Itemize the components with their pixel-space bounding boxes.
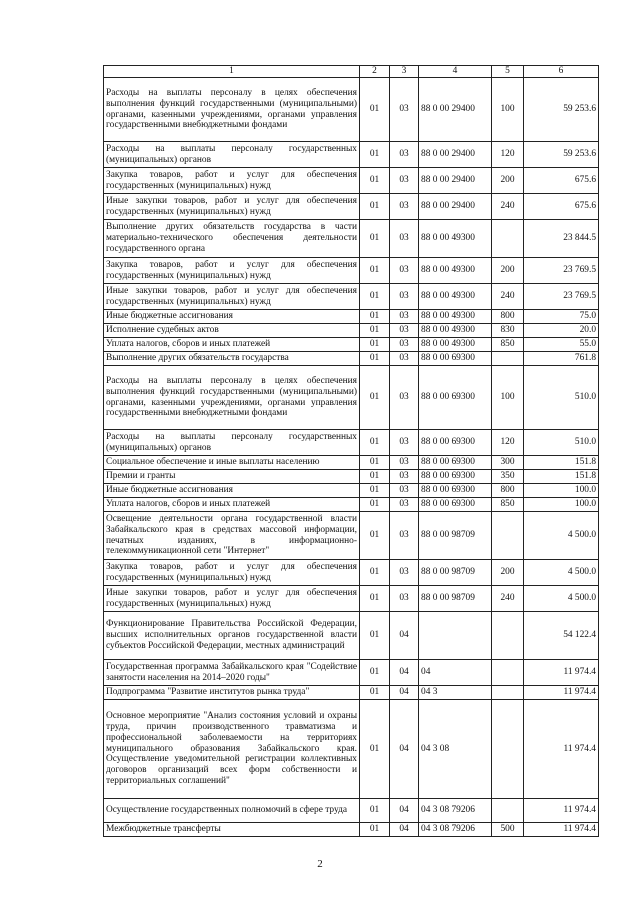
- row-section: 01: [360, 194, 390, 220]
- row-amount: 151.8: [524, 470, 599, 484]
- table-row: [104, 660, 599, 686]
- row-target-article: 88 0 00 49300: [419, 324, 492, 338]
- row-target-article: 88 0 00 98709: [419, 560, 492, 586]
- table-row: [104, 324, 599, 338]
- row-name: Иные закупки товаров, работ и услуг для обеспечения государственных (муниципальных) нужд: [104, 586, 360, 612]
- row-expense-type: 100: [492, 78, 524, 142]
- row-target-article: 88 0 00 69300: [419, 456, 492, 470]
- column-header: 6: [524, 66, 599, 78]
- table-row: [104, 338, 599, 352]
- table-row: [104, 220, 599, 258]
- row-section: 01: [360, 799, 390, 823]
- row-name: Закупка товаров, работ и услуг для обеспечения государственных (муниципальных) нужд: [104, 258, 360, 284]
- row-subsection: 03: [390, 560, 419, 586]
- row-subsection: 03: [390, 142, 419, 168]
- row-name: Иные бюджетные ассигнования: [104, 484, 360, 498]
- row-amount: 11 974.4: [524, 686, 599, 700]
- row-subsection: 03: [390, 258, 419, 284]
- row-section: 01: [360, 700, 390, 799]
- row-name: Осуществление государственных полномочий в сфере труда: [104, 799, 360, 823]
- row-amount: 23 769.5: [524, 284, 599, 310]
- column-header: 4: [419, 66, 492, 78]
- row-target-article: 04 3 08 79206: [419, 799, 492, 823]
- row-target-article: 88 0 00 49300: [419, 220, 492, 258]
- page-number: 2: [317, 858, 323, 870]
- row-name: Закупка товаров, работ и услуг для обеспечения государственных (муниципальных) нужд: [104, 560, 360, 586]
- table-row: [104, 456, 599, 470]
- row-subsection: 04: [390, 823, 419, 837]
- row-subsection: 04: [390, 660, 419, 686]
- column-header: 5: [492, 66, 524, 78]
- table-row: [104, 168, 599, 194]
- row-expense-type: [492, 612, 524, 660]
- row-name: Закупка товаров, работ и услуг для обеспечения государственных (муниципальных) нужд: [104, 168, 360, 194]
- row-name: Государственная программа Забайкальского края "Содействие занятости населения на 2014–2020 годы": [104, 660, 360, 686]
- row-amount: 675.6: [524, 194, 599, 220]
- row-subsection: 03: [390, 586, 419, 612]
- row-subsection: 03: [390, 366, 419, 430]
- row-section: 01: [360, 823, 390, 837]
- row-section: 01: [360, 512, 390, 560]
- row-section: 01: [360, 338, 390, 352]
- row-expense-type: 100: [492, 366, 524, 430]
- row-amount: 11 974.4: [524, 799, 599, 823]
- row-subsection: 04: [390, 799, 419, 823]
- row-amount: 100.0: [524, 484, 599, 498]
- row-subsection: 04: [390, 686, 419, 700]
- row-expense-type: [492, 799, 524, 823]
- row-expense-type: [492, 512, 524, 560]
- table-row: [104, 430, 599, 456]
- row-amount: 23 844.5: [524, 220, 599, 258]
- row-target-article: [419, 612, 492, 660]
- row-section: 01: [360, 258, 390, 284]
- row-subsection: 03: [390, 352, 419, 366]
- table-row: [104, 258, 599, 284]
- table-header: [104, 66, 599, 78]
- row-expense-type: [492, 220, 524, 258]
- budget-table: [103, 65, 599, 837]
- row-section: 01: [360, 142, 390, 168]
- row-section: 01: [360, 220, 390, 258]
- row-name: Выполнение других обязательств государства в части материально-технического обеспечения деятельности государственного органа: [104, 220, 360, 258]
- row-subsection: 03: [390, 430, 419, 456]
- row-expense-type: 350: [492, 470, 524, 484]
- row-name: Освещение деятельности органа государственной власти Забайкальского края в средствах массовой информации, печатных изданиях, в информационно-телекоммуникационной сети "Интернет": [104, 512, 360, 560]
- column-header: 1: [104, 66, 360, 78]
- row-expense-type: 200: [492, 168, 524, 194]
- row-name: Расходы на выплаты персоналу государственных (муниципальных) органов: [104, 430, 360, 456]
- table-body: [104, 78, 599, 837]
- row-target-article: 88 0 00 69300: [419, 470, 492, 484]
- row-target-article: 88 0 00 69300: [419, 366, 492, 430]
- row-amount: 20.0: [524, 324, 599, 338]
- row-name: Иные бюджетные ассигнования: [104, 310, 360, 324]
- row-name: Подпрограмма "Развитие институтов рынка труда": [104, 686, 360, 700]
- row-subsection: 03: [390, 284, 419, 310]
- row-target-article: 88 0 00 49300: [419, 338, 492, 352]
- row-section: 01: [360, 560, 390, 586]
- row-amount: 54 122.4: [524, 612, 599, 660]
- row-expense-type: 240: [492, 284, 524, 310]
- row-expense-type: 500: [492, 823, 524, 837]
- row-target-article: 88 0 00 49300: [419, 284, 492, 310]
- row-amount: 675.6: [524, 168, 599, 194]
- row-section: 01: [360, 324, 390, 338]
- row-target-article: 88 0 00 49300: [419, 258, 492, 284]
- row-amount: 59 253.6: [524, 142, 599, 168]
- row-section: 01: [360, 78, 390, 142]
- row-target-article: 88 0 00 69300: [419, 498, 492, 512]
- table-row: [104, 310, 599, 324]
- row-section: 01: [360, 660, 390, 686]
- row-name: Премии и гранты: [104, 470, 360, 484]
- row-section: 01: [360, 686, 390, 700]
- row-amount: 11 974.4: [524, 823, 599, 837]
- row-target-article: 88 0 00 69300: [419, 484, 492, 498]
- row-amount: 23 769.5: [524, 258, 599, 284]
- row-expense-type: 200: [492, 258, 524, 284]
- row-expense-type: 850: [492, 338, 524, 352]
- row-expense-type: [492, 700, 524, 799]
- table-row: [104, 823, 599, 837]
- table-row: [104, 498, 599, 512]
- table-row: [104, 560, 599, 586]
- row-section: 01: [360, 168, 390, 194]
- row-target-article: 04: [419, 660, 492, 686]
- row-target-article: 04 3 08 79206: [419, 823, 492, 837]
- table-row: [104, 484, 599, 498]
- row-name: Исполнение судебных актов: [104, 324, 360, 338]
- row-target-article: 88 0 00 98709: [419, 512, 492, 560]
- row-expense-type: [492, 352, 524, 366]
- row-expense-type: 120: [492, 430, 524, 456]
- row-name: Функционирование Правительства Российской Федерации, высших исполнительных органов государственной власти субъектов Российской Федерации, местных администраций: [104, 612, 360, 660]
- row-section: 01: [360, 366, 390, 430]
- row-subsection: 04: [390, 700, 419, 799]
- row-name: Выполнение других обязательств государства: [104, 352, 360, 366]
- row-name: Основное мероприятие "Анализ состояния условий и охраны труда, причин производственного травматизма и профессиональной заболеваемости на территориях муниципального образования Забайкальского края. Осуществление уведомительной регистрации коллективных договоров организаций всех форм собственности и территориальных соглашений": [104, 700, 360, 799]
- row-subsection: 03: [390, 194, 419, 220]
- row-amount: 510.0: [524, 430, 599, 456]
- row-expense-type: 240: [492, 586, 524, 612]
- row-expense-type: 830: [492, 324, 524, 338]
- row-subsection: 03: [390, 456, 419, 470]
- row-section: 01: [360, 498, 390, 512]
- row-amount: 100.0: [524, 498, 599, 512]
- table-row: [104, 194, 599, 220]
- row-target-article: 88 0 00 98709: [419, 586, 492, 612]
- row-section: 01: [360, 456, 390, 470]
- row-expense-type: 800: [492, 484, 524, 498]
- row-subsection: 03: [390, 512, 419, 560]
- row-subsection: 03: [390, 484, 419, 498]
- row-expense-type: 800: [492, 310, 524, 324]
- column-header: 2: [360, 66, 390, 78]
- row-name: Межбюджетные трансферты: [104, 823, 360, 837]
- row-section: 01: [360, 352, 390, 366]
- column-header: 3: [390, 66, 419, 78]
- row-target-article: 88 0 00 29400: [419, 142, 492, 168]
- row-target-article: 04 3: [419, 686, 492, 700]
- row-amount: 55.0: [524, 338, 599, 352]
- table-row: [104, 512, 599, 560]
- row-amount: 11 974.4: [524, 660, 599, 686]
- row-subsection: 03: [390, 310, 419, 324]
- row-subsection: 03: [390, 78, 419, 142]
- row-amount: 11 974.4: [524, 700, 599, 799]
- row-subsection: 03: [390, 168, 419, 194]
- table-row: [104, 686, 599, 700]
- row-name: Иные закупки товаров, работ и услуг для обеспечения государственных (муниципальных) нужд: [104, 284, 360, 310]
- row-subsection: 03: [390, 338, 419, 352]
- table-row: [104, 700, 599, 799]
- row-target-article: 88 0 00 69300: [419, 352, 492, 366]
- row-amount: 151.8: [524, 456, 599, 470]
- row-section: 01: [360, 484, 390, 498]
- row-target-article: 88 0 00 29400: [419, 168, 492, 194]
- row-amount: 4 500.0: [524, 586, 599, 612]
- row-amount: 4 500.0: [524, 560, 599, 586]
- row-expense-type: 240: [492, 194, 524, 220]
- row-target-article: 88 0 00 29400: [419, 194, 492, 220]
- table-row: [104, 142, 599, 168]
- row-name: Расходы на выплаты персоналу в целях обеспечения выполнения функций государственными (муниципальными) органами, казенными учреждениями, органами управления государственными внебюджетными фондами: [104, 78, 360, 142]
- row-section: 01: [360, 612, 390, 660]
- table-row: [104, 586, 599, 612]
- row-expense-type: 120: [492, 142, 524, 168]
- row-expense-type: [492, 660, 524, 686]
- table-row: [104, 366, 599, 430]
- row-section: 01: [360, 430, 390, 456]
- row-amount: 761.8: [524, 352, 599, 366]
- row-name: Социальное обеспечение и иные выплаты населению: [104, 456, 360, 470]
- row-name: Уплата налогов, сборов и иных платежей: [104, 498, 360, 512]
- row-subsection: 03: [390, 470, 419, 484]
- table-row: [104, 612, 599, 660]
- table-row: [104, 284, 599, 310]
- table-row: [104, 470, 599, 484]
- row-amount: 75.0: [524, 310, 599, 324]
- row-expense-type: 200: [492, 560, 524, 586]
- row-target-article: 04 3 08: [419, 700, 492, 799]
- row-expense-type: 850: [492, 498, 524, 512]
- row-amount: 4 500.0: [524, 512, 599, 560]
- table-row: [104, 78, 599, 142]
- row-subsection: 03: [390, 324, 419, 338]
- row-section: 01: [360, 310, 390, 324]
- row-target-article: 88 0 00 49300: [419, 310, 492, 324]
- row-target-article: 88 0 00 29400: [419, 78, 492, 142]
- row-section: 01: [360, 284, 390, 310]
- row-name: Расходы на выплаты персоналу государственных (муниципальных) органов: [104, 142, 360, 168]
- row-expense-type: 300: [492, 456, 524, 470]
- row-subsection: 03: [390, 498, 419, 512]
- row-subsection: 04: [390, 612, 419, 660]
- row-name: Уплата налогов, сборов и иных платежей: [104, 338, 360, 352]
- row-name: Иные закупки товаров, работ и услуг для обеспечения государственных (муниципальных) нужд: [104, 194, 360, 220]
- row-expense-type: [492, 686, 524, 700]
- row-section: 01: [360, 586, 390, 612]
- row-section: 01: [360, 470, 390, 484]
- row-amount: 510.0: [524, 366, 599, 430]
- row-target-article: 88 0 00 69300: [419, 430, 492, 456]
- row-subsection: 03: [390, 220, 419, 258]
- table-row: [104, 799, 599, 823]
- row-name: Расходы на выплаты персоналу в целях обеспечения выполнения функций государственными (муниципальными) органами, казенными учреждениями, органами управления государственными внебюджетными фондами: [104, 366, 360, 430]
- row-amount: 59 253.6: [524, 78, 599, 142]
- table-row: [104, 352, 599, 366]
